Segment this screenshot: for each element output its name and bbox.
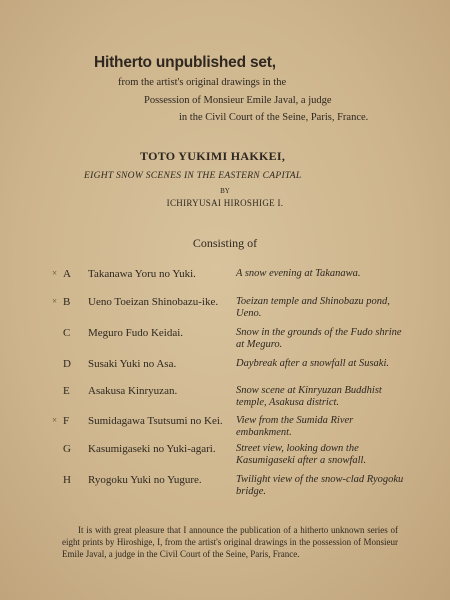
item-letter: A bbox=[63, 268, 71, 280]
consisting-heading: Consisting of bbox=[192, 236, 258, 250]
item-letter: C bbox=[63, 327, 71, 339]
item-japanese-title: Ryogoku Yuki no Yugure. bbox=[88, 474, 202, 486]
item-japanese-title: Ueno Toeizan Shinobazu-ike. bbox=[88, 296, 219, 308]
item-english-title: Twilight view of the snow-clad Ryogoku bridge. bbox=[236, 474, 404, 497]
header-line-2: Possession of Monsieur Emile Javal, a judge bbox=[144, 95, 332, 106]
item-english-title: Daybreak after a snowfall at Susaki. bbox=[236, 358, 390, 369]
item-japanese-title: Kasumigaseki no Yuki-agari. bbox=[88, 443, 216, 455]
item-japanese-title: Asakusa Kinryuzan. bbox=[88, 385, 178, 397]
item-english-title: Snow in the grounds of the Fudo shrine at Meguro. bbox=[236, 327, 402, 350]
item-english-title: Snow scene at Kinryuzan Buddhist temple, Asakusa district. bbox=[236, 385, 382, 408]
item-japanese-title: Takanawa Yoru no Yuki. bbox=[88, 268, 196, 280]
item-letter: B bbox=[63, 296, 71, 308]
item-japanese-title: Meguro Fudo Keidai. bbox=[88, 327, 184, 339]
header-line-3: in the Civil Court of the Seine, Paris, France. bbox=[179, 112, 369, 123]
item-english-title: View from the Sumida River embankment. bbox=[236, 415, 354, 438]
item-japanese-title: Sumidagawa Tsutsumi no Kei. bbox=[88, 415, 223, 427]
series-subtitle: EIGHT SNOW SCENES IN THE EASTERN CAPITAL bbox=[84, 171, 302, 181]
check-mark: × bbox=[52, 296, 58, 306]
item-english-title: Toeizan temple and Shinobazu pond, Ueno. bbox=[236, 296, 390, 319]
announcement-paragraph: It is with great pleasure that I announce the publication of a hitherto unknown series of eight prints by Hiroshige, I, from the artist's original drawings in the possession of Monsieur Emile Javal, a judge in the Civil Court of the Seine, Paris, France. bbox=[62, 525, 398, 559]
item-letter: D bbox=[63, 358, 71, 370]
page-title: Hitherto unpublished set, bbox=[94, 54, 276, 71]
item-english-title: Street view, looking down the Kasumigaseki after a snowfall. bbox=[236, 443, 367, 466]
item-letter: H bbox=[63, 474, 71, 486]
by-line: BY bbox=[220, 187, 230, 195]
item-english-title: A snow evening at Takanawa. bbox=[236, 268, 361, 279]
artist-name: ICHIRYUSAI HIROSHIGE I. bbox=[166, 198, 284, 208]
header-line-1: from the artist's original drawings in the bbox=[118, 77, 287, 88]
item-letter: E bbox=[63, 385, 70, 397]
item-letter: F bbox=[63, 415, 70, 427]
check-mark: × bbox=[52, 415, 58, 425]
item-japanese-title: Susaki Yuki no Asa. bbox=[88, 358, 177, 370]
series-title: TOTO YUKIMI HAKKEI, bbox=[140, 149, 286, 163]
item-letter: G bbox=[63, 443, 71, 455]
check-mark: × bbox=[52, 268, 58, 278]
